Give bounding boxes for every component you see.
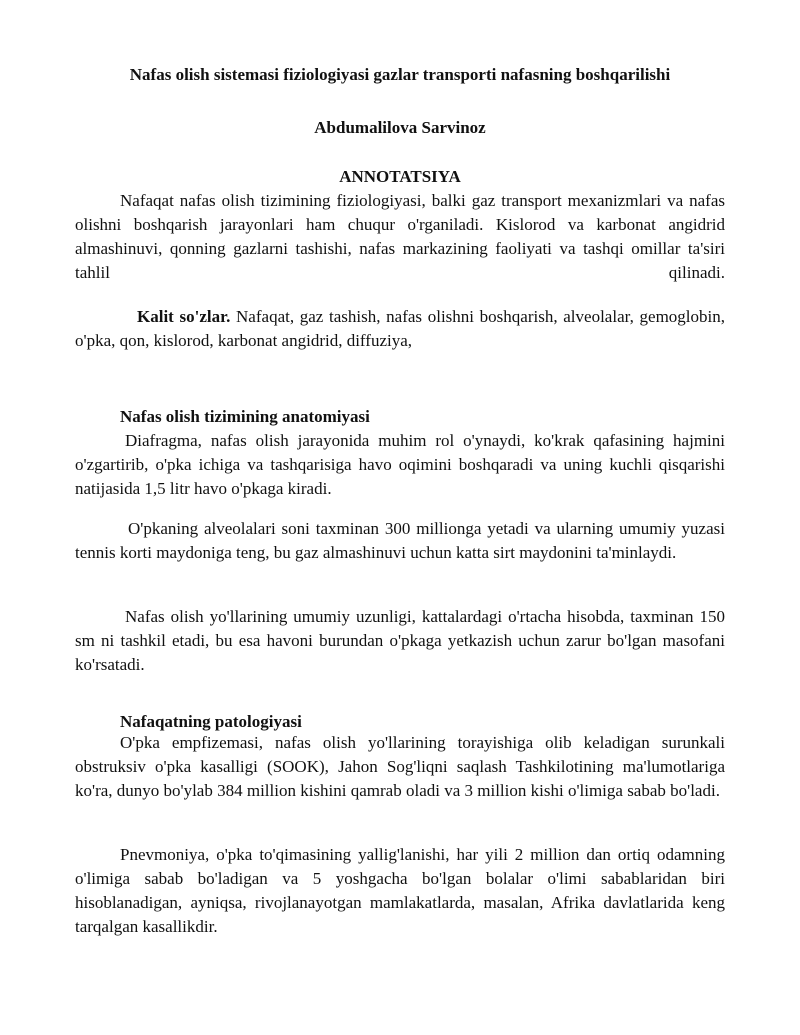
annotation-paragraph: Nafaqat nafas olish tizimining fiziologiyasi, balki gaz transport mexanizmlari va nafas olishni boshqarish jarayonlari ham chuqur o'rganiladi. Kislorod va karbonat angidrid almashinuvi, qonning gazlarni tashishi, nafas markazining faoliyati va tashqi omillar ta'siri tahlil qilinadi. bbox=[75, 191, 725, 282]
keywords-paragraph bbox=[75, 305, 725, 353]
section-heading-pathology: Nafaqatning patologiyasi bbox=[120, 712, 302, 731]
annotation-heading: ANNOTATSIYA bbox=[339, 167, 461, 186]
keywords-label: Kalit so'zlar. bbox=[137, 307, 231, 326]
anatomy-paragraph-2: O'pkaning alveolalari soni taxminan 300 millionga yetadi va ularning umumiy yuzasi tennis korti maydoniga teng, bu gaz almashinuvi uchun katta sirt maydonini ta'minlaydi. bbox=[75, 519, 725, 562]
anatomy-paragraph-3: Nafas olish yo'llarining umumiy uzunligi, kattalardagi o'rtacha hisobda, taxminan 150 sm ni tashkil etadi, bu esa havoni burundan o'pkaga yetkazish uchun zarur bo'lgan masofani ko'rsatadi. bbox=[75, 607, 725, 674]
author-name: Abdumalilova Sarvinoz bbox=[314, 118, 486, 137]
anatomy-paragraph-1: Diafragma, nafas olish jarayonida muhim rol o'ynaydi, ko'krak qafasining hajmini o'zgartirib, o'pka ichiga va tashqarisiga havo oqimini boshqaradi va uning kuchli qisqarishi natijasida 1,5 litr havo o'pkaga kiradi. bbox=[75, 431, 725, 498]
keywords-text: Nafaqat, gaz tashish, nafas olishni boshqarish, alveolalar, gemoglobin, o'pka, qon, kislorod, karbonat angidrid, diffuziya, bbox=[75, 307, 725, 350]
section-heading-anatomy: Nafas olish tizimining anatomiyasi bbox=[120, 407, 370, 426]
document-title: Nafas olish sistemasi fiziologiyasi gazlar transporti nafasning boshqarilishi bbox=[129, 65, 671, 84]
pathology-paragraph-2: Pnevmoniya, o'pka to'qimasining yallig'lanishi, har yili 2 million dan ortiq odamning o'limiga sabab bo'ladigan va 5 yoshgacha bo'lgan bolalar o'limi sabablaridan biri hisoblanadigan, ayniqsa, rivojlanayotgan mamlakatlarda, masalan, Afrika davlatlarida keng tarqalgan kasallikdir. bbox=[75, 845, 725, 936]
pathology-paragraph-1: O'pka empfizemasi, nafas olish yo'llarining torayishiga olib keladigan surunkali obstruksiv o'pka kasalligi (SOOK), Jahon Sog'liqni saqlash Tashkilotining ma'lumotlariga ko'ra, dunyo bo'ylab 384 million kishini qamrab oladi va 3 million kishi o'limiga sabab bo'ladi. bbox=[75, 733, 725, 800]
